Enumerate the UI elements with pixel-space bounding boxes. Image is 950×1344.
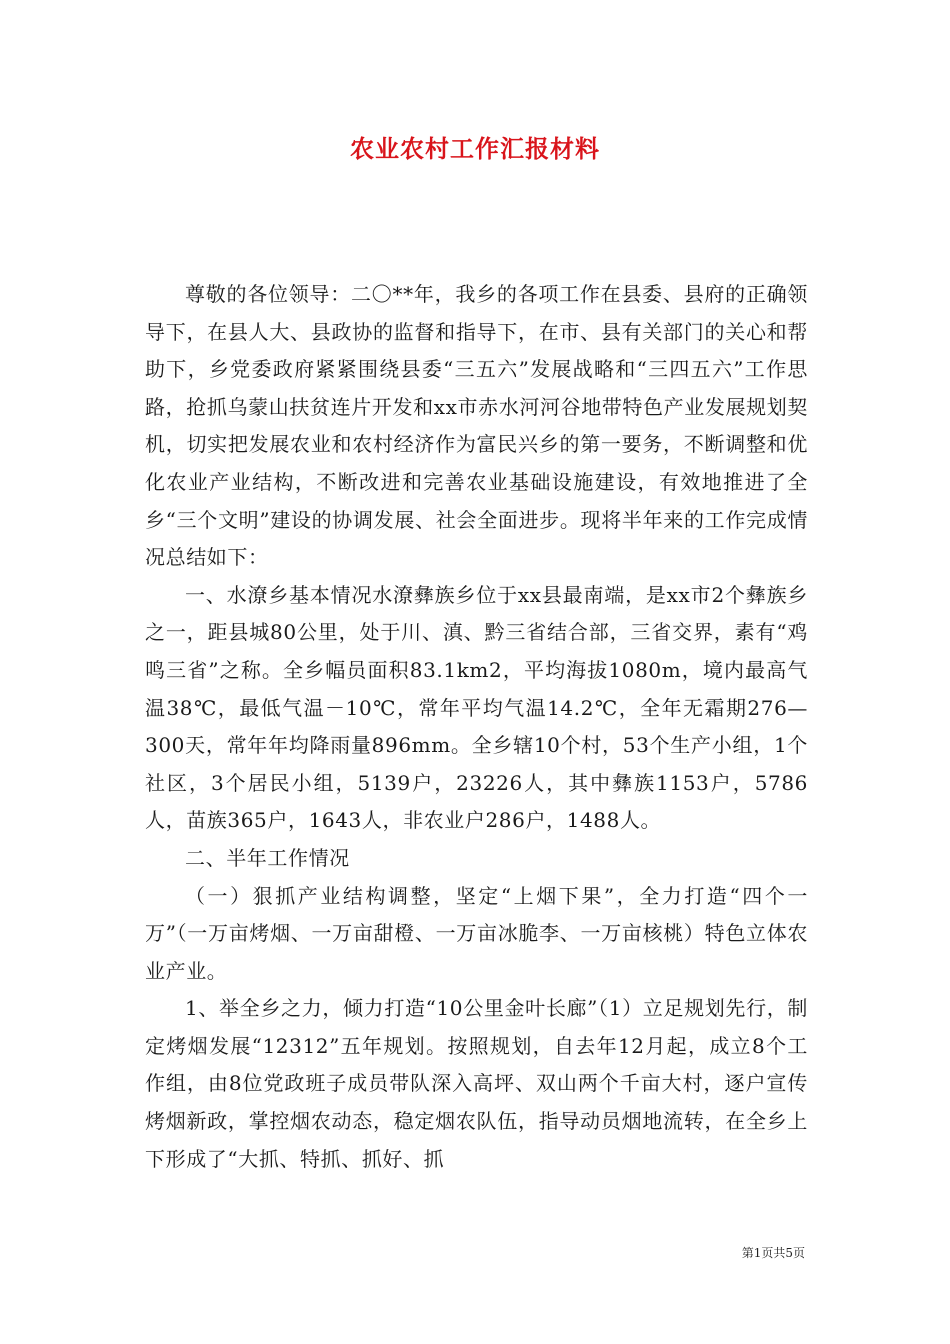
document-title: 农业农村工作汇报材料 — [350, 134, 600, 163]
paragraph-golden-leaf-corridor: 1、举全乡之力，倾力打造“10公里金叶长廊”（1）立足规划先行，制定烤烟发展“12312”五年规划。按照规划，自去年12月起，成立8个工作组，由8位党政班子成员带队深入高坪、双山两个千亩大村，逐户宣传烤烟新政，掌控烟农动态，稳定烟农队伍，指导动员烟地流转，在全乡上下形成了“大抓、特抓、抓好、抓 — [145, 996, 808, 1171]
page-number: 第1页共5页 — [741, 1246, 805, 1260]
paragraph-intro: 尊敬的各位领导：二〇**年，我乡的各项工作在县委、县府的正确领导下，在县人大、县政协的监督和指导下，在市、县有关部门的关心和帮助下，乡党委政府紧紧围绕县委“三五六”发展战略和“三四五六”工作思路，抢抓乌蒙山扶贫连片开发和xx市赤水河河谷地带特色产业发展规划契机，切实把发展农业和农村经济作为富民兴乡的第一要务，不断调整和优化农业产业结构，不断改进和完善农业基础设施建设，有效地推进了全乡“三个文明”建设的协调发展、社会全面进步。现将半年来的工作完成情况总结如下： — [145, 282, 808, 570]
document-body — [145, 276, 808, 1178]
paragraph-industry-structure: （一）狠抓产业结构调整，坚定“上烟下果”，全力打造“四个一万”（一万亩烤烟、一万亩甜橙、一万亩冰脆李、一万亩核桃）特色立体农业产业。 — [145, 883, 808, 983]
section-heading-half-year-work: 二、半年工作情况 — [185, 845, 350, 870]
paragraph-basic-info: 一、水潦乡基本情况水潦彝族乡位于xx县最南端，是xx市2个彝族乡之一，距县城80公里，处于川、滇、黔三省结合部，三省交界，素有“鸡鸣三省”之称。全乡幅员面积83.1km2，平均海拔1080m，境内最高气温38℃，最低气温－10℃，常年平均气温14.2℃，全年无霜期276—300天，常年年均降雨量896mm。全乡辖10个村，53个生产小组，1个社区，3个居民小组，5139户，23226人，其中彝族1153户，5786人，苗族365户，1643人，非农业户286户，1488人。 — [145, 582, 808, 833]
